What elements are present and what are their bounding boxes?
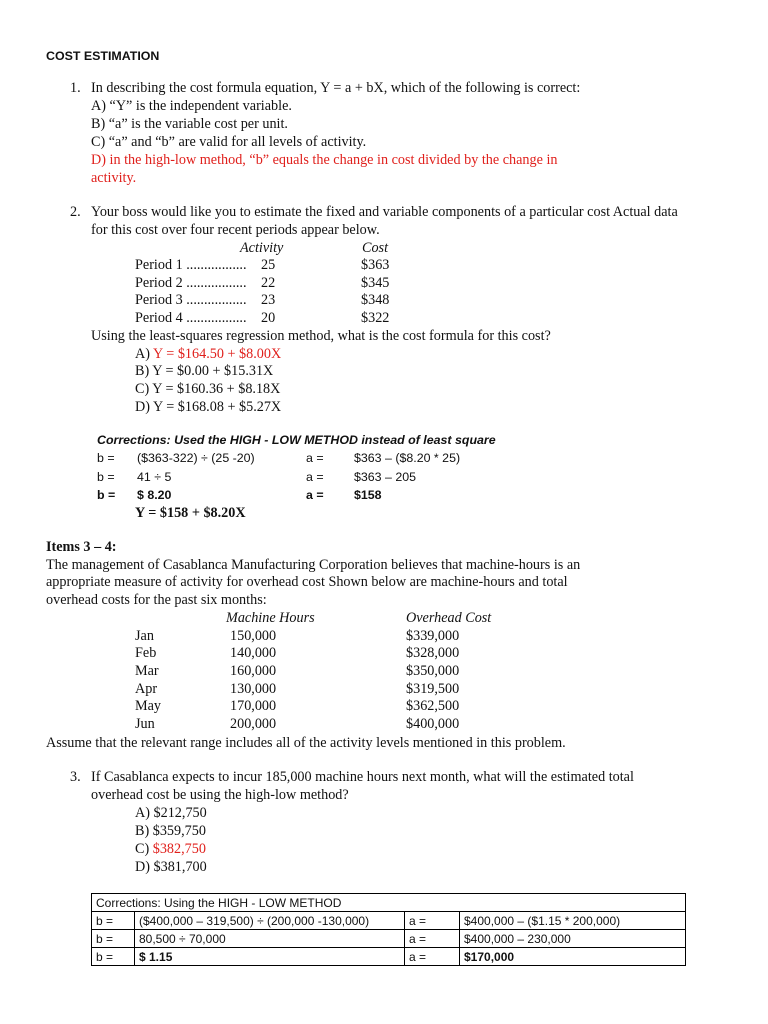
q1-option-c: C) “a” and “b” are valid for all levels of activity. bbox=[91, 134, 367, 150]
q2-row-cost: $363 bbox=[361, 257, 390, 273]
q2-corr-a-label: a = bbox=[306, 470, 324, 484]
items34-cost: $328,000 bbox=[406, 645, 460, 661]
q2-corr-b-label: b = bbox=[97, 470, 115, 484]
items34-hours: 200,000 bbox=[230, 716, 277, 732]
q2-corr-b-label: b = bbox=[97, 488, 116, 502]
q3-corr-a-value: $400,000 – 230,000 bbox=[460, 930, 686, 948]
items34-month: Jan bbox=[135, 628, 154, 644]
q3-number: 3. bbox=[70, 769, 81, 785]
q2-corr-a-value: $158 bbox=[354, 488, 382, 502]
q2-row-cost: $345 bbox=[361, 275, 390, 291]
q3-corr-a-value: $170,000 bbox=[460, 948, 686, 966]
q3-corr-b-value: ($400,000 – 319,500) ÷ (200,000 -130,000) bbox=[135, 912, 405, 930]
items34-month: Jun bbox=[135, 716, 155, 732]
q3-corrections-table bbox=[91, 893, 686, 966]
q1-number: 1. bbox=[70, 80, 81, 96]
items34-hours: 150,000 bbox=[230, 628, 277, 644]
items34-hours: 170,000 bbox=[230, 698, 277, 714]
q2-option-d: D) Y = $168.08 + $5.27X bbox=[135, 399, 282, 415]
q2-row-period: Period 4 ................. bbox=[135, 310, 247, 326]
q2-question-line1: Your boss would like you to estimate the fixed and variable components of a particular cost Actual data bbox=[91, 204, 678, 220]
q3-corr-a-label: a = bbox=[405, 912, 460, 930]
q2-row-period: Period 1 ................. bbox=[135, 257, 247, 273]
items34-intro-line2: appropriate measure of activity for overhead cost Shown below are machine-hours and total bbox=[46, 574, 568, 590]
q3-answer-letter: C) bbox=[135, 841, 150, 857]
q2-row-activity: 22 bbox=[261, 275, 276, 291]
q1-question: In describing the cost formula equation, Y = a + bX, which of the following is correct: bbox=[91, 80, 581, 96]
q1-answer-line2: activity. bbox=[91, 170, 137, 186]
q3-corr-b-value: $ 1.15 bbox=[135, 948, 405, 966]
items34-month: Feb bbox=[135, 645, 157, 661]
q3-corr-a-label: a = bbox=[405, 930, 460, 948]
q2-corr-b-value: ($363-322) ÷ (25 -20) bbox=[137, 451, 255, 465]
table-row bbox=[92, 912, 686, 930]
items34-hours: 140,000 bbox=[230, 645, 277, 661]
q3-option-a: A) $212,750 bbox=[135, 805, 207, 821]
table-row bbox=[92, 894, 686, 912]
q3-corrections-title: Corrections: Using the HIGH - LOW METHOD bbox=[92, 894, 686, 912]
items34-intro-line1: The management of Casablanca Manufacturing Corporation believes that machine-hours is an bbox=[46, 557, 581, 573]
q1-option-b: B) “a” is the variable cost per unit. bbox=[91, 116, 288, 132]
q2-prompt: Using the least-squares regression method, what is the cost formula for this cost? bbox=[91, 328, 551, 344]
q3-corr-a-label: a = bbox=[405, 948, 460, 966]
q3-corr-b-label: b = bbox=[92, 930, 135, 948]
items34-assumption: Assume that the relevant range includes all of the activity levels mentioned in this problem. bbox=[46, 735, 566, 751]
q1-answer-line1: D) in the high-low method, “b” equals the change in cost divided by the change in bbox=[91, 152, 558, 168]
items34-month: Apr bbox=[135, 681, 158, 697]
q2-answer bbox=[135, 345, 281, 363]
items34-intro-line3: overhead costs for the past six months: bbox=[46, 592, 267, 608]
items34-cost: $362,500 bbox=[406, 698, 460, 714]
q2-corr-a-value: $363 – ($8.20 * 25) bbox=[354, 451, 461, 465]
q2-col-cost: Cost bbox=[362, 240, 389, 256]
document-heading: COST ESTIMATION bbox=[46, 49, 160, 63]
q2-row-cost: $322 bbox=[361, 310, 390, 326]
q3-corr-b-label: b = bbox=[92, 948, 135, 966]
q1-option-a: A) “Y” is the independent variable. bbox=[91, 98, 292, 114]
q2-row-period: Period 3 ................. bbox=[135, 292, 247, 308]
items34-heading: Items 3 – 4: bbox=[46, 539, 117, 555]
table-row bbox=[92, 930, 686, 948]
q2-question-line2: for this cost over four recent periods appear below. bbox=[91, 222, 380, 238]
q2-row-activity: 20 bbox=[261, 310, 276, 326]
items34-col-hours: Machine Hours bbox=[226, 610, 315, 626]
q3-question-line1: If Casablanca expects to incur 185,000 machine hours next month, what will the estimated total bbox=[91, 769, 634, 785]
q2-row-activity: 23 bbox=[261, 292, 276, 308]
q3-answer bbox=[135, 840, 206, 858]
q2-answer-text: Y = $164.50 + $8.00X bbox=[153, 346, 282, 362]
items34-hours: 130,000 bbox=[230, 681, 277, 697]
q2-final-formula: Y = $158 + $8.20X bbox=[135, 505, 246, 521]
items34-cost: $400,000 bbox=[406, 716, 460, 732]
q2-corr-a-value: $363 – 205 bbox=[354, 470, 417, 484]
q3-option-d: D) $381,700 bbox=[135, 859, 207, 875]
q2-corr-a-label: a = bbox=[306, 451, 324, 465]
items34-hours: 160,000 bbox=[230, 663, 277, 679]
q2-row-cost: $348 bbox=[361, 292, 390, 308]
q3-corr-a-value: $400,000 – ($1.15 * 200,000) bbox=[460, 912, 686, 930]
q2-col-activity: Activity bbox=[240, 240, 284, 256]
items34-month: May bbox=[135, 698, 162, 714]
q2-corr-a-label: a = bbox=[306, 488, 324, 502]
q3-answer-text: $382,750 bbox=[152, 841, 206, 857]
q2-option-b: B) Y = $0.00 + $15.31X bbox=[135, 363, 274, 379]
q3-corr-b-label: b = bbox=[92, 912, 135, 930]
q3-question-line2: overhead cost be using the high-low method? bbox=[91, 787, 349, 803]
table-row bbox=[92, 948, 686, 966]
q3-option-b: B) $359,750 bbox=[135, 823, 206, 839]
q2-corr-b-value: $ 8.20 bbox=[137, 488, 172, 502]
q2-corr-b-value: 41 ÷ 5 bbox=[137, 470, 172, 484]
items34-cost: $339,000 bbox=[406, 628, 460, 644]
q3-corr-b-value: 80,500 ÷ 70,000 bbox=[135, 930, 405, 948]
items34-cost: $319,500 bbox=[406, 681, 460, 697]
items34-col-cost: Overhead Cost bbox=[406, 610, 492, 626]
q2-corrections-title: Corrections: Used the HIGH - LOW METHOD instead of least square bbox=[97, 433, 496, 447]
q2-answer-letter: A) bbox=[135, 346, 150, 362]
q2-row-period: Period 2 ................. bbox=[135, 275, 247, 291]
items34-month: Mar bbox=[135, 663, 159, 679]
q2-corr-b-label: b = bbox=[97, 451, 115, 465]
q2-number: 2. bbox=[70, 204, 81, 220]
items34-cost: $350,000 bbox=[406, 663, 460, 679]
q2-row-activity: 25 bbox=[261, 257, 276, 273]
q2-option-c: C) Y = $160.36 + $8.18X bbox=[135, 381, 281, 397]
